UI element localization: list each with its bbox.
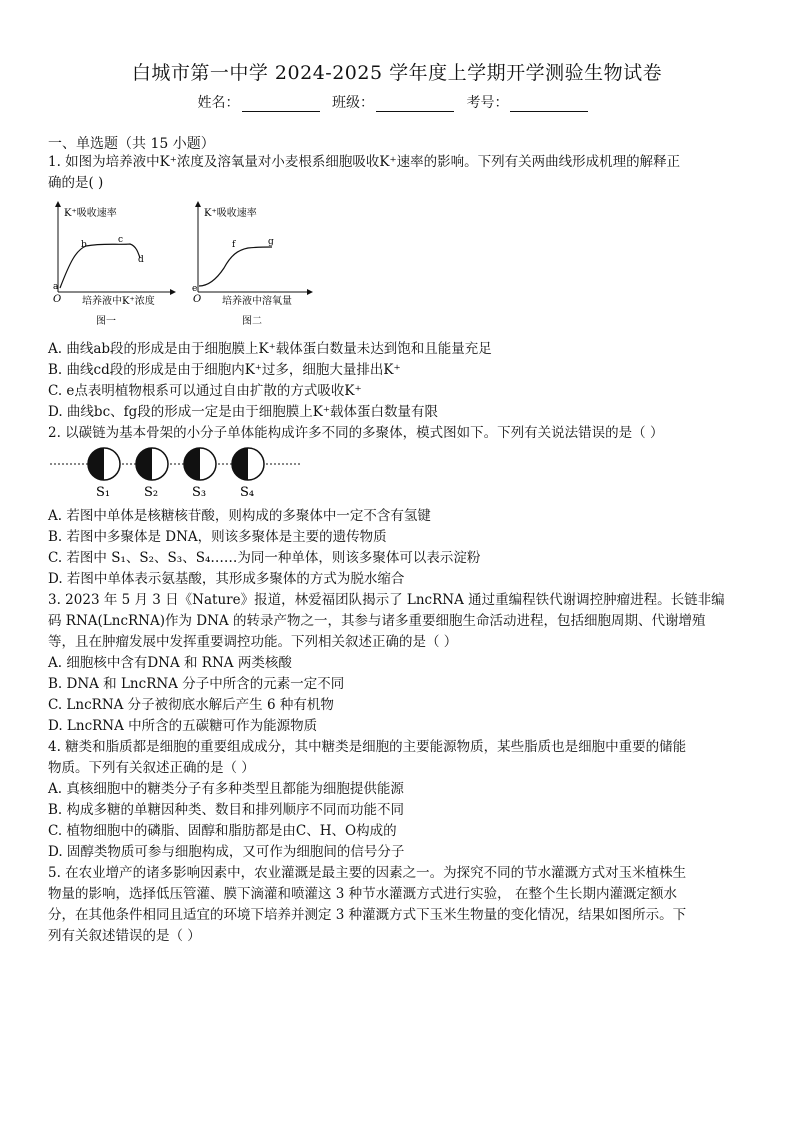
q2-option-d: D. 若图中单体表示氨基酸，其形成多聚体的方式为脱水缩合 xyxy=(48,571,405,587)
q4-stem-line1: 4. 糖类和脂质都是细胞的重要组成成分，其中糖类是细胞的主要能源物质，某些脂质也是细胞中重要的储能 xyxy=(48,739,687,755)
q2-option-a: A. 若图中单体是核糖核苷酸，则构成的多聚体中一定不含有氢键 xyxy=(48,508,431,524)
q1-figures xyxy=(48,200,318,330)
q2-option-b: B. 若图中多聚体是 DNA，则该多聚体是主要的遗传物质 xyxy=(48,529,387,545)
q5-stem-line2: 物量的影响，选择低压管灌、膜下滴灌和喷灌这 3 种节水灌溉方式进行实验， 在整个生长期内灌溉定额水 xyxy=(48,886,677,902)
q2-polymer-diagram xyxy=(48,442,308,504)
name-blank xyxy=(242,97,320,112)
fig1-point-a: a xyxy=(53,282,59,292)
fig1-point-b: b xyxy=(81,240,87,250)
q2-stem: 2. 以碳链为基本骨架的小分子单体能构成许多不同的多聚体，模式图如下。下列有关说法错误的是（ ） xyxy=(48,425,664,441)
q1-option-c: C. e点表明植物根系可以通过自由扩散的方式吸收K⁺ xyxy=(48,383,362,399)
q1-option-b: B. 曲线cd段的形成是由于细胞内K⁺过多，细胞大量排出K⁺ xyxy=(48,362,401,378)
q4-option-d: D. 固醇类物质可参与细胞构成，又可作为细胞间的信号分子 xyxy=(48,844,405,860)
monomer-s1-label: S₁ xyxy=(96,485,111,500)
q4-option-a: A. 真核细胞中的糖类分子有多种类型且都能为细胞提供能源 xyxy=(48,781,404,797)
fig1-xlabel: 培养液中K⁺浓度 xyxy=(82,296,155,307)
fig1-origin: O xyxy=(53,294,62,305)
q4-option-c: C. 植物细胞中的磷脂、固醇和脂肪都是由C、H、O构成的 xyxy=(48,823,397,839)
q3-option-d: D. LncRNA 中所含的五碳糖可作为能源物质 xyxy=(48,718,318,734)
fig1-ylabel: K⁺吸收速率 xyxy=(64,208,117,219)
fig2-point-f: f xyxy=(232,240,236,250)
q1-stem-line2: 确的是( ) xyxy=(48,175,104,191)
q3-option-c: C. LncRNA 分子被彻底水解后产生 6 种有机物 xyxy=(48,697,334,713)
q5-stem-line3: 分，在其他条件相同且适宜的环境下培养并测定 3 种灌溉方式下玉米生物量的变化情况，结果如图所示。下 xyxy=(48,907,687,923)
q1-stem-line1: 1. 如图为培养液中K⁺浓度及溶氧量对小麦根系细胞吸收K⁺速率的影响。下列有关两曲线形成机理的解释正 xyxy=(48,154,681,170)
section-title: 一、单选题（共 15 小题） xyxy=(48,136,215,152)
q2-option-c: C. 若图中 S₁、S₂、S₃、S₄……为同一种单体，则该多聚体可以表示淀粉 xyxy=(48,550,481,566)
monomer-s4-label: S₄ xyxy=(240,485,255,500)
fig2-caption: 图二 xyxy=(242,316,262,327)
exam-no-blank xyxy=(510,97,588,112)
exam-title: 白城市第一中学 2024-2025 学年度上学期开学测验生物试卷 xyxy=(131,62,663,84)
q4-option-b: B. 构成多糖的单糖因种类、数目和排列顺序不同而功能不同 xyxy=(48,802,405,818)
q3-stem-line2: 码 RNA(LncRNA)作为 DNA 的转录产物之一，其参与诸多重要细胞生命活动进程，包括细胞周期、代谢增殖 xyxy=(48,613,706,629)
name-label: 姓名： xyxy=(197,95,240,111)
fig2-point-e: e xyxy=(192,284,198,294)
fig1-caption: 图一 xyxy=(96,316,116,327)
fig2-ylabel: K⁺吸收速率 xyxy=(204,208,257,219)
q3-option-b: B. DNA 和 LncRNA 分子中所含的元素一定不同 xyxy=(48,676,345,692)
q4-stem-line2: 物质。下列有关叙述正确的是（ ） xyxy=(48,760,255,776)
class-label: 班级： xyxy=(332,95,374,111)
q5-stem-line4: 列有关叙述错误的是（ ） xyxy=(48,928,201,944)
monomer-s1 xyxy=(88,448,120,500)
student-info-row xyxy=(0,92,794,112)
q3-stem-line3: 等，且在肿瘤发展中发挥重要调控功能。下列相关叙述正确的是（ ） xyxy=(48,634,458,650)
q3-option-a: A. 细胞核中含有DNA 和 RNA 两类核酸 xyxy=(48,655,292,671)
fig1-point-c: c xyxy=(118,235,124,245)
monomer-s3 xyxy=(184,448,216,500)
q1-option-a: A. 曲线ab段的形成是由于细胞膜上K⁺载体蛋白数量未达到饱和且能量充足 xyxy=(48,341,492,357)
fig2-point-g: g xyxy=(268,237,274,247)
monomer-s4 xyxy=(232,448,264,500)
figure-1 xyxy=(53,204,173,327)
fig2-xlabel: 培养液中溶氧量 xyxy=(222,296,292,307)
class-blank xyxy=(376,97,454,112)
fig1-point-d: d xyxy=(138,255,144,265)
q1-option-d: D. 曲线bc、fg段的形成一定是由于细胞膜上K⁺载体蛋白数量有限 xyxy=(48,404,438,420)
q5-stem-line1: 5. 在农业增产的诸多影响因素中，农业灌溉是最主要的因素之一。为探究不同的节水灌溉方式对玉米植株生 xyxy=(48,865,687,881)
q3-stem-line1: 3. 2023 年 5 月 3 日《Nature》报道，林爱福团队揭示了 LncRNA 通过重编程铁代谢调控肿瘤进程。长链非编 xyxy=(48,592,725,608)
monomer-s2 xyxy=(136,448,168,500)
monomer-s2-label: S₂ xyxy=(144,485,159,500)
exam-no-label: 考号： xyxy=(466,95,509,111)
monomer-s3-label: S₃ xyxy=(192,485,207,500)
fig2-origin: O xyxy=(193,294,202,305)
figure-2 xyxy=(192,204,310,327)
